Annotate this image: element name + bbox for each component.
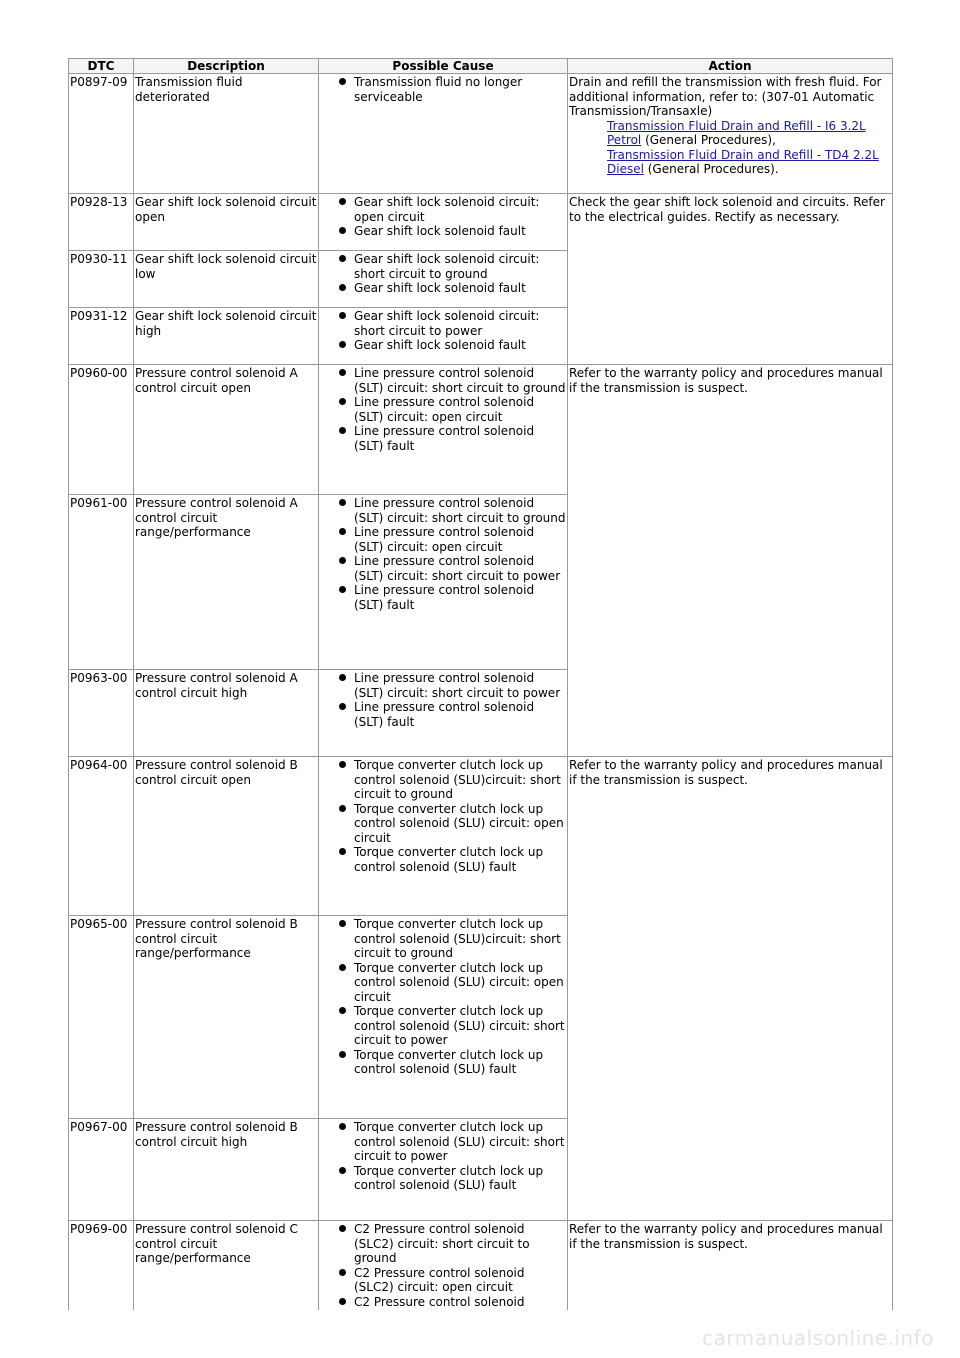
- cause-item: Gear shift lock solenoid circuit: open circuit: [354, 195, 566, 224]
- link-fluid-drain-petrol[interactable]: Transmission Fluid Drain and Refill - I6 3.2L Petrol: [607, 118, 866, 147]
- cause-item: Line pressure control solenoid (SLT) circuit: short circuit to power: [354, 671, 566, 700]
- cause-item: Line pressure control solenoid (SLT) circuit: short circuit to ground: [354, 496, 566, 525]
- dtc-description: Gear shift lock solenoid circuit low: [134, 251, 319, 308]
- dtc-description: Pressure control solenoid B control circuit range/performance: [134, 916, 319, 1119]
- cause-item: Torque converter clutch lock up control solenoid (SLU) circuit: short circuit to power: [354, 1120, 565, 1163]
- cause-item: Line pressure control solenoid (SLT) circuit: short circuit to power: [354, 554, 566, 583]
- watermark: carmanualsonline.info: [702, 1326, 934, 1350]
- dtc-code: P0965-00: [69, 916, 134, 1119]
- reference-list: [607, 119, 891, 177]
- action-cell: Refer to the warranty policy and procedures manual if the transmission is suspect.: [568, 1221, 893, 1310]
- cause-item: Torque converter clutch lock up control solenoid (SLU) fault: [354, 1048, 566, 1077]
- cause-item: Torque converter clutch lock up control solenoid (SLU) circuit: open circuit: [354, 961, 566, 1005]
- possible-causes: [319, 251, 568, 308]
- action-cell: [568, 74, 893, 194]
- dtc-description: Gear shift lock solenoid circuit high: [134, 308, 319, 365]
- cause-item: Gear shift lock solenoid circuit: short circuit to power: [354, 309, 566, 338]
- dtc-code: P0961-00: [69, 495, 134, 670]
- table-row: [69, 74, 893, 194]
- table-row: [69, 1221, 893, 1310]
- cause-item: Gear shift lock solenoid circuit: short circuit to ground: [354, 252, 566, 281]
- possible-causes: [319, 495, 568, 670]
- possible-causes: [319, 74, 568, 194]
- dtc-description: Pressure control solenoid A control circuit range/performance: [134, 495, 319, 670]
- cause-item: Gear shift lock solenoid fault: [354, 224, 566, 239]
- possible-causes: [319, 1221, 568, 1310]
- dtc-code: P0897-09: [69, 74, 134, 194]
- action-cell: Refer to the warranty policy and procedures manual if the transmission is suspect.: [568, 365, 893, 757]
- header-possible-cause: Possible Cause: [319, 59, 568, 74]
- dtc-code: P0928-13: [69, 194, 134, 251]
- possible-causes: [319, 365, 568, 495]
- possible-causes: [319, 916, 568, 1119]
- cause-item: Line pressure control solenoid (SLT) fault: [354, 424, 566, 453]
- cause-item: Line pressure control solenoid (SLT) fault: [354, 583, 566, 612]
- dtc-code: P0969-00: [69, 1221, 134, 1310]
- cause-item: Torque converter clutch lock up control solenoid (SLU) circuit: open circuit: [354, 802, 566, 846]
- reference-petrol: [607, 119, 891, 148]
- reference-diesel: [607, 148, 891, 177]
- action-text: Drain and refill the transmission with fresh fluid. For additional information, refer to: (307-01 Automatic Transmission/Transaxle): [569, 75, 882, 118]
- possible-causes: [319, 757, 568, 916]
- cause-item: Torque converter clutch lock up control solenoid (SLU) circuit: short circuit to power: [354, 1004, 565, 1047]
- link-fluid-drain-diesel[interactable]: Transmission Fluid Drain and Refill - TD4 2.2L Diesel: [607, 147, 879, 176]
- table-row: [69, 194, 893, 251]
- dtc-code: P0964-00: [69, 757, 134, 916]
- dtc-description: Pressure control solenoid A control circuit open: [134, 365, 319, 495]
- cause-item: Gear shift lock solenoid fault: [354, 338, 566, 353]
- cause-item: Gear shift lock solenoid fault: [354, 281, 566, 296]
- table-row: [69, 365, 893, 495]
- header-action: Action: [568, 59, 893, 74]
- possible-causes: [319, 670, 568, 757]
- cause-item: Line pressure control solenoid (SLT) fault: [354, 700, 566, 729]
- reference-suffix: (General Procedures).: [643, 162, 779, 176]
- cause-item: Torque converter clutch lock up control solenoid (SLU)circuit: short circuit to ground: [354, 917, 566, 961]
- cause-item: Torque converter clutch lock up control solenoid (SLU)circuit: short circuit to ground: [354, 758, 566, 802]
- table-row: [69, 757, 893, 916]
- dtc-code: P0963-00: [69, 670, 134, 757]
- dtc-description: Pressure control solenoid B control circuit open: [134, 757, 319, 916]
- action-cell: Refer to the warranty policy and procedures manual if the transmission is suspect.: [568, 757, 893, 1221]
- dtc-code: P0931-12: [69, 308, 134, 365]
- dtc-code: P0967-00: [69, 1119, 134, 1221]
- dtc-description: Gear shift lock solenoid circuit open: [134, 194, 319, 251]
- dtc-description: Pressure control solenoid C control circuit range/performance: [134, 1221, 319, 1310]
- cause-item: Line pressure control solenoid (SLT) circuit: open circuit: [354, 395, 566, 424]
- cause-item: Torque converter clutch lock up control solenoid (SLU) fault: [354, 1164, 566, 1193]
- action-cell: Check the gear shift lock solenoid and circuits. Refer to the electrical guides. Rectify as necessary.: [568, 194, 893, 365]
- cause-item: C2 Pressure control solenoid (SLC2) circuit: short circuit to ground: [354, 1222, 566, 1266]
- reference-suffix: (General Procedures),: [641, 133, 776, 147]
- dtc-table: [68, 58, 893, 1310]
- cause-item: Line pressure control solenoid (SLT) circuit: short circuit to ground: [354, 366, 566, 395]
- dtc-code: P0960-00: [69, 365, 134, 495]
- cause-item: Transmission fluid no longer serviceable: [354, 75, 566, 104]
- possible-causes: [319, 194, 568, 251]
- header-description: Description: [134, 59, 319, 74]
- cause-item: Line pressure control solenoid (SLT) circuit: open circuit: [354, 525, 566, 554]
- possible-causes: [319, 1119, 568, 1221]
- cause-item: C2 Pressure control solenoid (SLC2) circuit: open circuit: [354, 1266, 566, 1295]
- possible-causes: [319, 308, 568, 365]
- dtc-description: Transmission fluid deteriorated: [134, 74, 319, 194]
- table-header-row: [69, 59, 893, 74]
- cause-item: Torque converter clutch lock up control solenoid (SLU) fault: [354, 845, 566, 874]
- dtc-description: Pressure control solenoid B control circuit high: [134, 1119, 319, 1221]
- header-dtc: DTC: [69, 59, 134, 74]
- dtc-code: P0930-11: [69, 251, 134, 308]
- dtc-description: Pressure control solenoid A control circuit high: [134, 670, 319, 757]
- cause-item: C2 Pressure control solenoid: [354, 1295, 566, 1310]
